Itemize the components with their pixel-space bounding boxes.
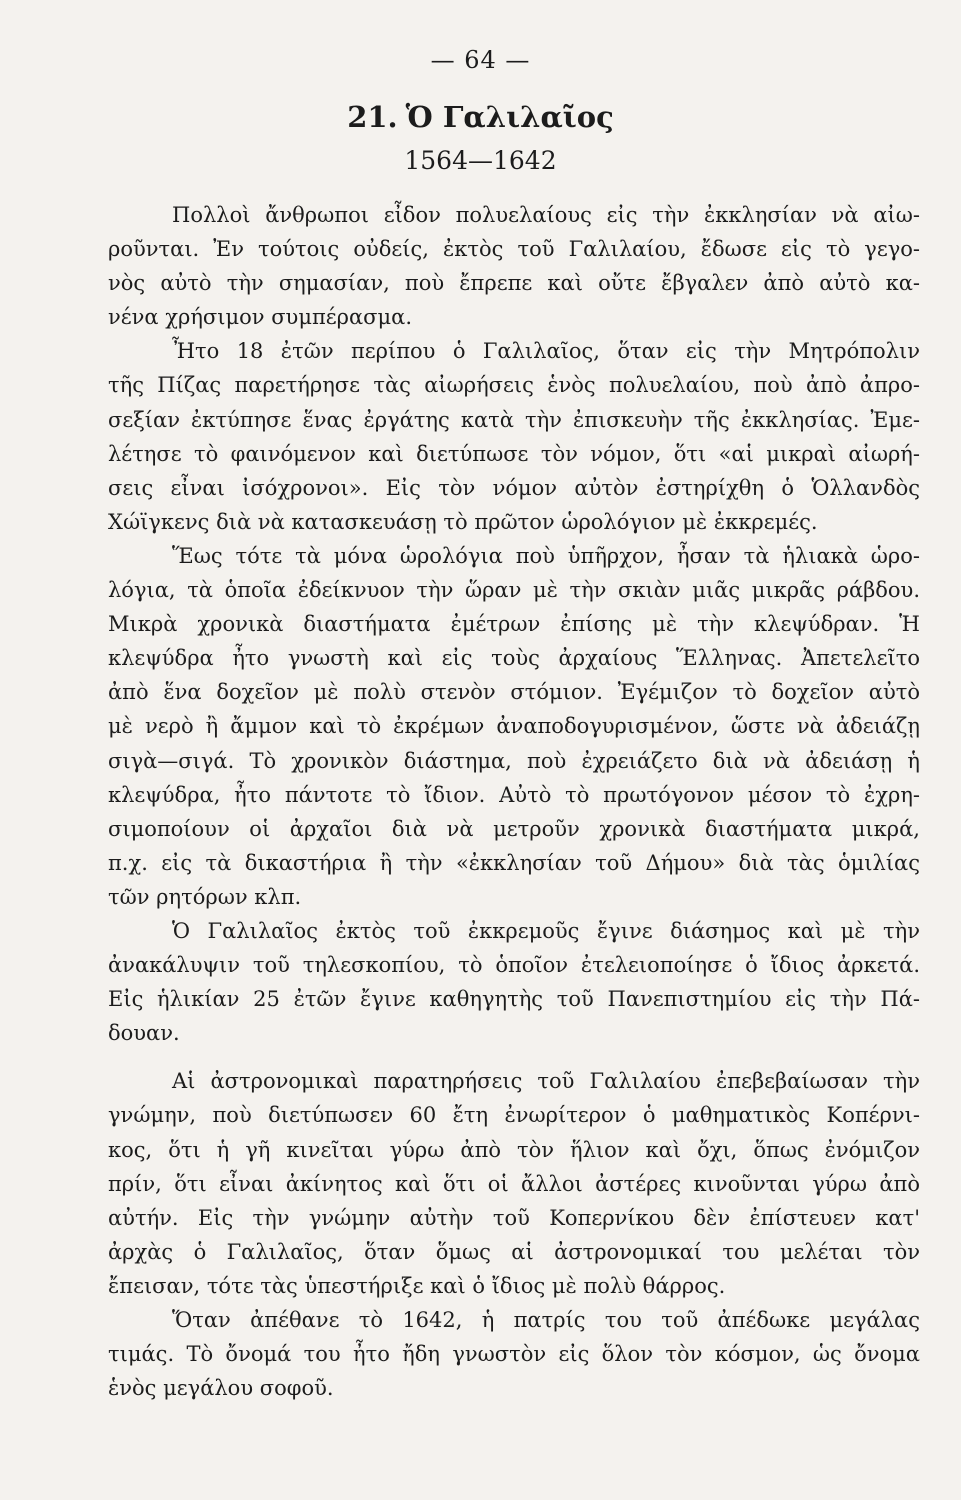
text-line: ἀρχὰς ὁ Γαλιλαῖος, ὅταν ὅμως αἱ ἀστρονομικαί του μελέται τὸν	[108, 1239, 920, 1264]
text-line: ἑνὸς μεγάλου σοφοῦ.	[108, 1376, 334, 1401]
text-line: νένα χρήσιμον συμπέρασμα.	[108, 305, 413, 330]
text-line: ἔπεισαν, τότε τὰς ὑπεστήριξε καὶ ὁ ἴδιος μὲ πολὺ θάρρος.	[108, 1273, 726, 1298]
text-line: Χώϊγκενς διὰ νὰ κατασκευάσῃ τὸ πρῶτον ὡρολόγιον μὲ ἐκκρεμές.	[108, 509, 818, 534]
text-line: λόγια, τὰ ὁποῖα ἐδείκνυον τὴν ὥραν μὲ τὴν σκιὰν μιᾶς μικρᾶς ράβδου.	[108, 578, 920, 603]
text-line: γνώμην, ποὺ διετύπωσεν 60 ἔτη ἐνωρίτερον ὁ μαθηματικὸς Κοπέρνι-	[108, 1103, 920, 1128]
text-line: Μικρὰ χρονικὰ διαστήματα ἐμέτρων ἐπίσης μὲ τὴν κλεψύδραν. Ἡ	[108, 612, 920, 637]
body-text	[108, 198, 920, 1405]
text-line: π.χ. εἰς τὰ δικαστήρια ἢ τὴν «ἐκκλησίαν τοῦ Δήμου» διὰ τὰς ὁμιλίας	[108, 850, 920, 875]
text-line: ἀνακάλυψιν τοῦ τηλεσκοπίου, τὸ ὁποῖον ἐτελειοποίησε ὁ ἴδιος ἀρκετά.	[108, 953, 920, 978]
chapter-dates: 1564—1642	[404, 146, 557, 175]
text-line: Εἰς ἡλικίαν 25 ἐτῶν ἔγινε καθηγητὴς τοῦ Πανεπιστημίου εἰς τὴν Πά-	[108, 987, 920, 1012]
text-line: μὲ νερὸ ἢ ἄμμον καὶ τὸ ἐκρέμων ἀναποδογυρισμένον, ὥστε νὰ ἀδειάζῃ	[108, 714, 920, 739]
text-line: τῆς Πίζας παρετήρησε τὰς αἰωρήσεις ἑνὸς πολυελαίου, ποὺ ἀπὸ ἀπρο-	[108, 373, 920, 398]
text-line: ροῦνται. Ἐν τούτοις οὐδείς, ἐκτὸς τοῦ Γαλιλαίου, ἔδωσε εἰς τὸ γεγο-	[108, 237, 920, 262]
chapter-title: Ὁ Γαλιλαῖος	[405, 100, 614, 134]
chapter-heading	[0, 100, 961, 134]
text-line: ἀπὸ ἕνα δοχεῖον μὲ πολὺ στενὸν στόμιον. Ἐγέμιζον τὸ δοχεῖον αὐτὸ	[108, 680, 920, 705]
text-line: σιγὰ—σιγά. Τὸ χρονικὸν διάστημα, ποὺ ἐχρειάζετο διὰ νὰ ἀδειάσῃ ἡ	[108, 748, 920, 773]
text-line: κλεψύδρα ἦτο γνωστὴ καὶ εἰς τοὺς ἀρχαίους Ἕλληνας. Ἀπετελεῖτο	[108, 646, 920, 671]
text-line: κλεψύδρα, ἦτο πάντοτε τὸ ἴδιον. Αὐτὸ τὸ πρωτόγονον μέσον τὸ ἐχρη-	[108, 782, 920, 807]
page-number: — 64 —	[430, 46, 531, 74]
text-line: τιμάς. Τὸ ὄνομά του ἦτο ἤδη γνωστὸν εἰς ὅλον τὸν κόσμον, ὡς ὄνομα	[108, 1342, 920, 1367]
text-line: κος, ὅτι ἡ γῆ κινεῖται γύρω ἀπὸ τὸν ἥλιον καὶ ὄχι, ὅπως ἐνόμιζον	[108, 1137, 920, 1162]
text-line: νὸς αὐτὸ τὴν σημασίαν, ποὺ ἔπρεπε καὶ οὔτε ἔβγαλεν ἀπὸ αὐτὸ κα-	[108, 271, 920, 296]
chapter-number: 21.	[347, 100, 398, 134]
text-line: Ἕως τότε τὰ μόνα ὡρολόγια ποὺ ὑπῆρχον, ἦσαν τὰ ἡλιακὰ ὡρο-	[172, 543, 920, 568]
text-line: σιμοποίουν οἱ ἀρχαῖοι διὰ νὰ μετροῦν χρονικὰ διαστήματα μικρά,	[108, 816, 920, 841]
text-line: Αἱ ἀστρονομικαὶ παρατηρήσεις τοῦ Γαλιλαίου ἐπεβεβαίωσαν τὴν	[172, 1069, 920, 1094]
text-line: λέτησε τὸ φαινόμενον καὶ διετύπωσε τὸν νόμον, ὅτι «αἱ μικραὶ αἰωρή-	[108, 441, 920, 466]
text-line: Ὁ Γαλιλαῖος ἐκτὸς τοῦ ἐκκρεμοῦς ἔγινε διάσημος καὶ μὲ τὴν	[172, 918, 920, 943]
text-line: Πολλοὶ ἄνθρωποι εἶδον πολυελαίους εἰς τὴν ἐκκλησίαν νὰ αἰω-	[172, 203, 920, 227]
text-line: σεις εἶναι ἰσόχρονοι». Εἰς τὸν νόμον αὐτὸν ἐστηρίχθη ὁ Ὁλλανδὸς	[108, 475, 920, 500]
text-line: Ὅταν ἀπέθανε τὸ 1642, ἡ πατρίς του τοῦ ἀπέδωκε μεγάλας	[172, 1308, 920, 1332]
text-line: αὐτήν. Εἰς τὴν γνώμην αὐτὴν τοῦ Κοπερνίκου δὲν ἐπίστευεν κατ'	[108, 1205, 920, 1230]
text-line: πρίν, ὅτι εἶναι ἀκίνητος καὶ ὅτι οἱ ἄλλοι ἀστέρες κινοῦνται γύρω ἀπὸ	[108, 1171, 920, 1196]
text-line: Ἦτο 18 ἐτῶν περίπου ὁ Γαλιλαῖος, ὅταν εἰς τὴν Μητρόπολιν	[172, 339, 920, 364]
text-line: τῶν ρητόρων κλπ.	[108, 884, 302, 909]
text-line: δουαν.	[108, 1021, 180, 1046]
text-line: σεξίαν ἐκτύπησε ἕνας ἐργάτης κατὰ τὴν ἐπισκευὴν τῆς ἐκκλησίας. Ἐμε-	[108, 407, 920, 432]
